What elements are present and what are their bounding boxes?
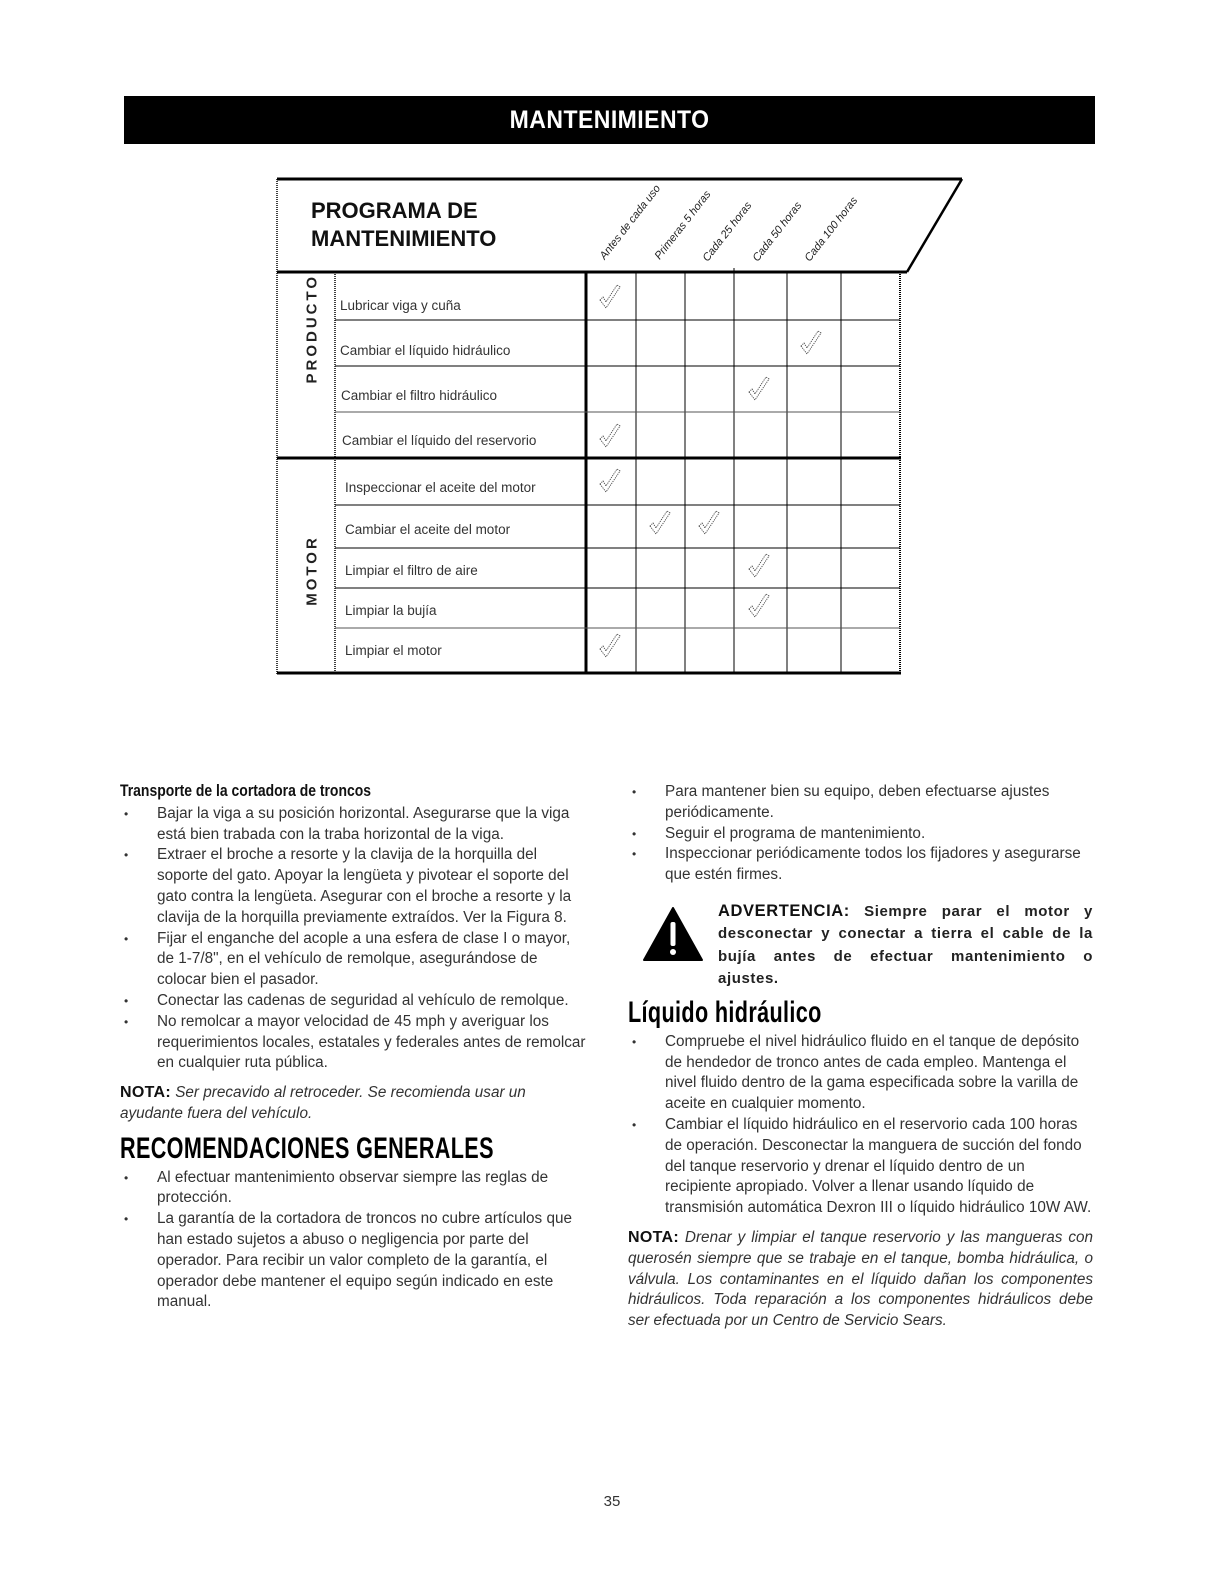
list-item: • No remolcar a mayor velocidad de 45 mph y averiguar los requerimientos locales, estatales y federales antes de remolcar en cualquier ruta pública. [120,1012,590,1074]
table-grid [0,0,1224,700]
list-item: • La garantía de la cortadora de troncos no cubre artículos que han estado sujetos a abuso o negligencia por parte del operador. Para recibir un valor completo de la garantía, el operador debe mantener el equipo según indicado en este manual. [120,1209,590,1313]
task-row: Inspeccionar el aceite del motor [345,480,536,495]
column-header-every-50-hours: Cada 50 horas [750,199,805,264]
warning-text: Siempre parar el motor y desconectar y conectar a tierra el cable de la bujía antes de efectuar mantenimiento o ajustes. [718,902,1093,988]
task-row: Limpiar el motor [345,643,442,658]
warning-label: ADVERTENCIA: [718,901,850,920]
task-row: Limpiar el filtro de aire [345,563,478,578]
list-item: • Seguir el programa de mantenimiento. [628,824,1093,845]
schedule-title [311,197,496,253]
task-row: Cambiar el líquido del reservorio [342,433,537,448]
left-column [120,781,590,1313]
checkmark-icon [598,284,622,312]
hydraulic-note [628,1228,1093,1332]
task-row: Limpiar la bujía [345,603,437,618]
task-row: Cambiar el aceite del motor [345,522,511,537]
section-label-motor: MOTOR [303,535,321,606]
column-header-every-100-hours: Cada 100 horas [802,194,861,264]
checkmark-icon [747,593,771,621]
note-label: NOTA: [628,1228,679,1246]
transport-note [120,1083,590,1125]
column-header-every-25-hours: Cada 25 horas [700,199,755,264]
column-header-before-each-use: Antes de cada uso [597,182,664,262]
checkmark-icon [598,633,622,661]
right-column [628,782,1093,1332]
schedule-title-line2: MANTENIMIENTO [311,226,497,251]
list-item: • Cambiar el líquido hidráulico en el reservorio cada 100 horas de operación. Desconectar la manguera de succión del fondo del tanque reservorio y drenar el líquido dentro de un recipiente apropiado. Volver a llenar usando líquido de transmisión automática Dexron III o líquido hidráulico 10W AW. [628,1115,1093,1219]
list-item: • Compruebe el nivel hidráulico fluido en el tanque de depósito de hendedor de tronco antes de cada empleo. Mantenga el nivel fluido dentro de la gama especificada sobre la varilla de aceite en cualquier momento. [628,1032,1093,1115]
general-recommendations-heading: RECOMENDACIONES GENERALES [120,1131,494,1165]
banner-title: MANTENIMIENTO [509,105,710,134]
list-item: • Conectar las cadenas de seguridad al vehículo de remolque. [120,991,590,1012]
note-text: Ser precavido al retroceder. Se recomienda usar un ayudante fuera del vehículo. [120,1084,526,1122]
general-list [120,1168,590,1314]
transport-list [120,804,590,1074]
checkmark-icon [747,376,771,404]
hydraulic-fluid-heading: Líquido hidráulico [628,995,822,1029]
note-label: NOTA: [120,1084,171,1102]
column-header-first-5-hours: Primeras 5 horas [652,188,714,262]
list-item: • Bajar la viga a su posición horizontal. Asegurarse que la viga está bien trabada con la traba horizontal de la viga. [120,804,590,846]
transport-heading: Transporte de la cortadora de troncos [120,781,371,800]
checkmark-icon [799,330,823,358]
list-item: • Al efectuar mantenimiento observar siempre las reglas de protección. [120,1168,590,1210]
hydraulic-list [628,1032,1093,1219]
checkmark-icon [747,553,771,581]
task-row: Cambiar el líquido hidráulico [340,343,511,358]
warning-box [628,900,1093,991]
checkmark-icon [648,510,672,538]
list-item: • Inspeccionar periódicamente todos los fijadores y asegurarse que estén firmes. [628,844,1093,886]
page-number: 35 [603,1493,621,1510]
checkmark-icon [697,510,721,538]
note-text: Drenar y limpiar el tanque reservorio y las mangueras con querosén siempre que se trabaje en el tanque, bomba hidráulica, o válvula. Los contaminantes en el líquido dañan los componentes hidráulicos. Toda reparación a los componentes hidráulicos debe ser efectuada por un Centro de Servicio Sears. [628,1228,1093,1330]
checkmark-icon [598,423,622,451]
list-item: • Para mantener bien su equipo, deben efectuarse ajustes periódicamente. [628,782,1093,824]
list-item: • Extraer el broche a resorte y la clavija de la horquilla del soporte del gato. Apoyar la lengüeta y pivotear el soporte del gato contra la lengüeta. Asegurar con el broche a resorte y la clavija de la horquilla previamente extraídos. Ver la Figura 8. [120,845,590,928]
section-label-product: PRODUCTO [303,273,321,384]
task-row: Cambiar el filtro hidráulico [341,388,498,403]
checkmark-icon [598,468,622,496]
maintenance-schedule-table [0,0,1224,700]
task-row: Lubricar viga y cuña [340,298,461,313]
warning-triangle-icon [642,906,704,962]
list-item: • Fijar el enganche del acople a una esfera de clase I o mayor, de 1-7/8", en el vehículo de remolque, asegurándose de colocar bien el pasador. [120,929,590,991]
schedule-title-line1: PROGRAMA DE [311,198,478,223]
general-list-continued [628,782,1093,886]
